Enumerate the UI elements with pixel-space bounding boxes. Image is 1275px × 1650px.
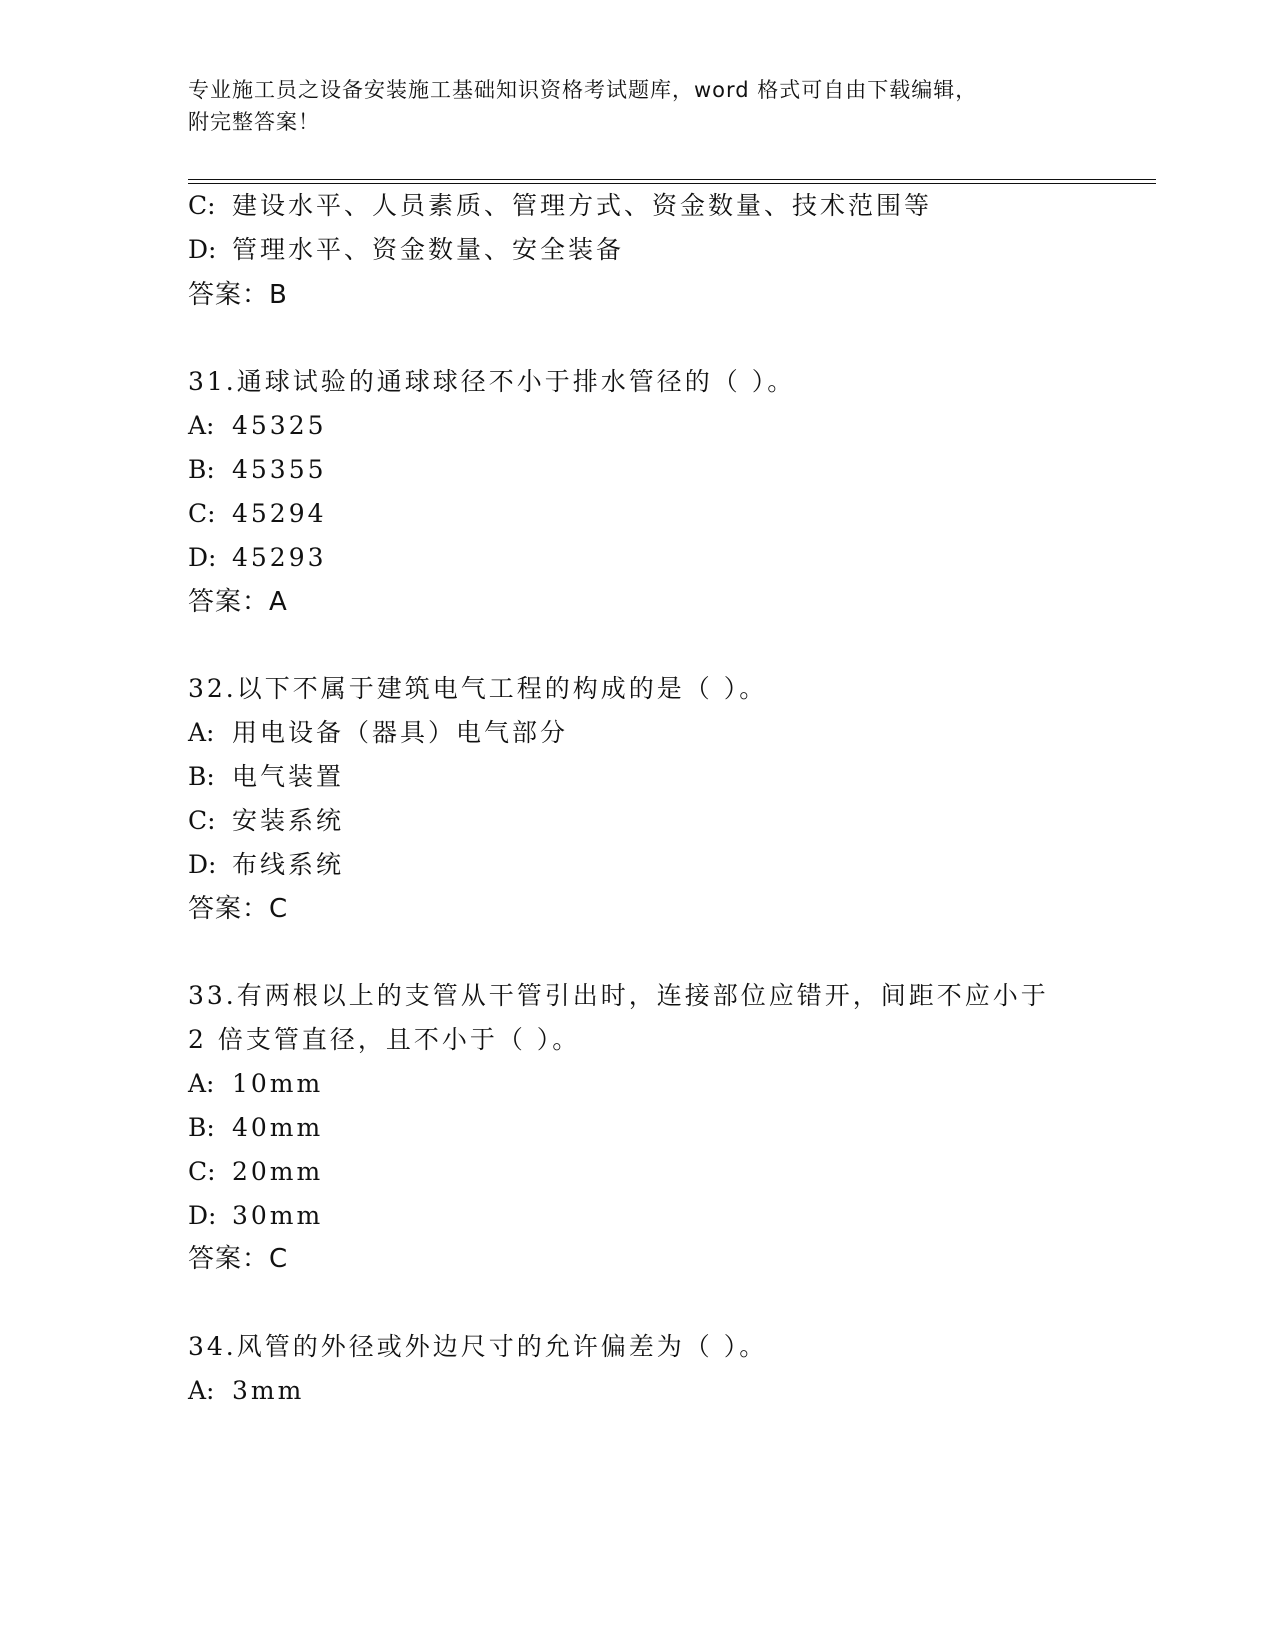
option-text: 10mm	[232, 1069, 324, 1098]
question-stem: 32.以下不属于建筑电气工程的构成的是（ ）。	[188, 674, 768, 703]
question-stem: 34.风管的外径或外边尺寸的允许偏差为（ ）。	[188, 1332, 768, 1361]
option-letter: D:	[188, 543, 217, 572]
option-line	[188, 543, 327, 573]
option-letter: A:	[188, 411, 215, 440]
question-stem: 33.有两根以上的支管从干管引出时，连接部位应错开，间距不应小于	[188, 981, 1049, 1010]
option-line	[188, 1069, 323, 1099]
header-divider	[188, 179, 1156, 180]
option-text: 45355	[232, 455, 327, 484]
option-text: 40mm	[232, 1113, 324, 1142]
option-text: 45294	[232, 499, 327, 528]
option-letter: D:	[188, 235, 217, 264]
option-text: 建设水平、人员素质、管理方式、资金数量、技术范围等	[232, 191, 933, 220]
option-letter: A:	[188, 718, 215, 747]
answer-line: 答案：A	[188, 587, 288, 617]
option-text: 布线系统	[232, 850, 345, 879]
option-line	[188, 1157, 323, 1187]
option-line	[188, 762, 344, 792]
answer-line: 答案：C	[188, 894, 289, 924]
option-line	[188, 499, 327, 529]
header-divider	[188, 183, 1156, 184]
option-text: 安装系统	[232, 806, 345, 835]
option-text: 用电设备（器具）电气部分	[232, 718, 569, 747]
question-stem: 2 倍支管直径，且不小于（ ）。	[188, 1025, 581, 1054]
option-letter: B:	[188, 762, 215, 791]
option-line	[188, 1376, 304, 1406]
option-letter: D:	[188, 1201, 217, 1230]
option-letter: C:	[188, 191, 216, 220]
option-line	[188, 850, 344, 880]
option-letter: B:	[188, 455, 215, 484]
option-line	[188, 1113, 323, 1143]
option-letter: D:	[188, 850, 217, 879]
option-text: 电气装置	[232, 762, 345, 791]
option-text: 45325	[232, 411, 327, 440]
option-line	[188, 718, 568, 748]
option-line	[188, 411, 327, 441]
option-letter: C:	[188, 806, 216, 835]
answer-line: 答案：C	[188, 1244, 289, 1274]
option-letter: C:	[188, 499, 216, 528]
option-letter: C:	[188, 1157, 216, 1186]
document-header	[188, 74, 1088, 138]
option-text: 20mm	[232, 1157, 324, 1186]
header-line-1: 专业施工员之设备安装施工基础知识资格考试题库，word 格式可自由下载编辑，	[188, 78, 978, 102]
option-line	[188, 191, 932, 221]
option-line	[188, 235, 624, 265]
option-line	[188, 806, 344, 836]
option-text: 管理水平、资金数量、安全装备	[232, 235, 625, 264]
option-line	[188, 455, 327, 485]
option-text: 30mm	[232, 1201, 324, 1230]
answer-line: 答案：B	[188, 280, 288, 310]
option-letter: A:	[188, 1376, 215, 1405]
option-text: 45293	[232, 543, 327, 572]
option-text: 3mm	[232, 1376, 305, 1405]
option-line	[188, 1201, 323, 1231]
option-letter: A:	[188, 1069, 215, 1098]
question-stem: 31.通球试验的通球球径不小于排水管径的（ ）。	[188, 367, 796, 396]
option-letter: B:	[188, 1113, 215, 1142]
header-line-2: 附完整答案！	[188, 110, 320, 134]
